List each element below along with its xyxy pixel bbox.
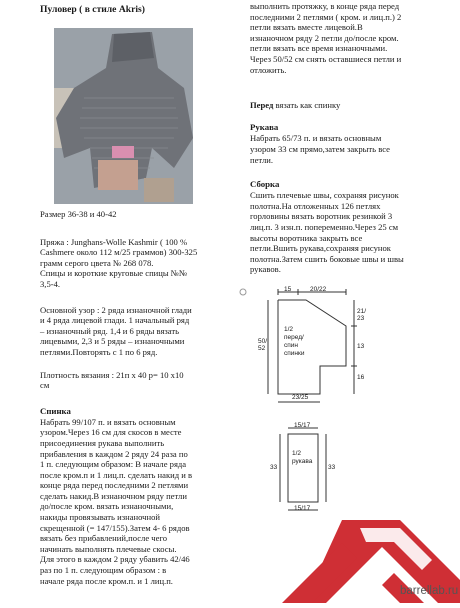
back-text: Набрать 99/107 п. и вязать основным узором.Через 16 см для скосов в месте присоединения рукава выполнить прибавления в каждом 2 ряду 24 раза по 1 п. следующим образом: В начале ряда после кром.п и 1 лиц.п. сделать накид и в конце ряда перед последними 2 петлями сделать накид.В изнаночном ряду петли до/после кром. вязать изнаночными, накиды провязывать изнаночной скрещенной (= 147/155).Затем 4- 6 рядов вязать без прибавлений,после чего начинать выполнять плечевые скосы. Для этого в каждом 2 ряду убавить 42/46 раз по 1 п. следующим образом : в начале ряда после кром.п. и 1 лиц.п. [40, 416, 193, 586]
sleeves-heading: Рукава [250, 122, 279, 133]
size-text: Размер 36-38 и 40-42 [40, 209, 117, 219]
dim-top-b: 20/22 [310, 286, 327, 293]
dim-right-a: 21/ 23 [357, 308, 367, 322]
body-center-label: 1/2 перед/ спин спинки [284, 326, 305, 357]
sleeves-text: Набрать 65/73 п. и вязать основным узором 33 см прямо,затем закрыть все петли. [250, 133, 390, 165]
sleeve-schematic [270, 422, 340, 516]
pattern-text: Основной узор : 2 ряда изнаночной глади и 4 ряда лицевой глади. 1 начальный ряд – изнаночный ряд. 1,4 и 6 ряды вязать лицевыми, 2,3 и 5 ряды – изнаночными петлями.Повторять с 1 по 6 ряд. [40, 304, 192, 357]
sleeve-dim-left: 33 [270, 464, 278, 471]
assembly-heading: Сборка [250, 179, 280, 190]
dim-right-b: 13 [357, 343, 365, 350]
assembly-text: Сшить плечевые швы, сохраняя рисунок полотна.На отложенных 126 петлях горловины вязать воротник резинкой 3 лиц.п. 3 изн.п. попеременно.Через 25 см высоты воротника закрыть все петли.Вшить рукава,сохраняя рисунок полотна.Затем сшить боковые швы и швы рукавов. [250, 190, 404, 275]
pin-icon [238, 284, 248, 294]
back-continued-text: выполнить протяжку, в конце ряда перед последними 2 петлями ( кром. и лиц.п.) 2 петли вязать вместе лицевой.В изнаночном ряду 2 петли до/после кром. петли вязать все время изнаночными. Через 50/52 см снять оставшиеся петли и отложить. [250, 1, 402, 75]
dim-top-a: 15 [284, 286, 292, 293]
sweater-photo [54, 28, 193, 204]
sleeve-dim-top: 15/17 [294, 422, 311, 429]
dim-bottom: 23/25 [292, 394, 309, 401]
sweater-illustration [54, 28, 193, 204]
watermark: barrellab.ru [400, 585, 459, 597]
dim-left: 50/ 52 [258, 338, 268, 352]
front-heading: Перед [250, 99, 274, 110]
dim-right-c: 16 [357, 374, 365, 381]
sleeve-center-label: 1/2 рукава [292, 450, 313, 465]
page-title: Пуловер ( в стиле Akris) [40, 4, 145, 15]
back-heading: Спинка [40, 405, 71, 416]
sleeve-dim-bottom: 15/17 [294, 505, 311, 512]
yarn-text: Пряжа : Junghans-Wolle Kashmir ( 100 % Cashmere около 112 м/25 граммов) 300-325 грамм серого цвета № 268 078. Спицы и короткие круговые спицы №№ 3,5-4. [40, 236, 198, 289]
sleeve-dim-right: 33 [328, 464, 336, 471]
front-text: вязать как спинку [273, 99, 341, 110]
density-text: Плотность вязания : 21п х 40 р= 10 х10 см [40, 369, 184, 391]
body-schematic [258, 286, 366, 408]
